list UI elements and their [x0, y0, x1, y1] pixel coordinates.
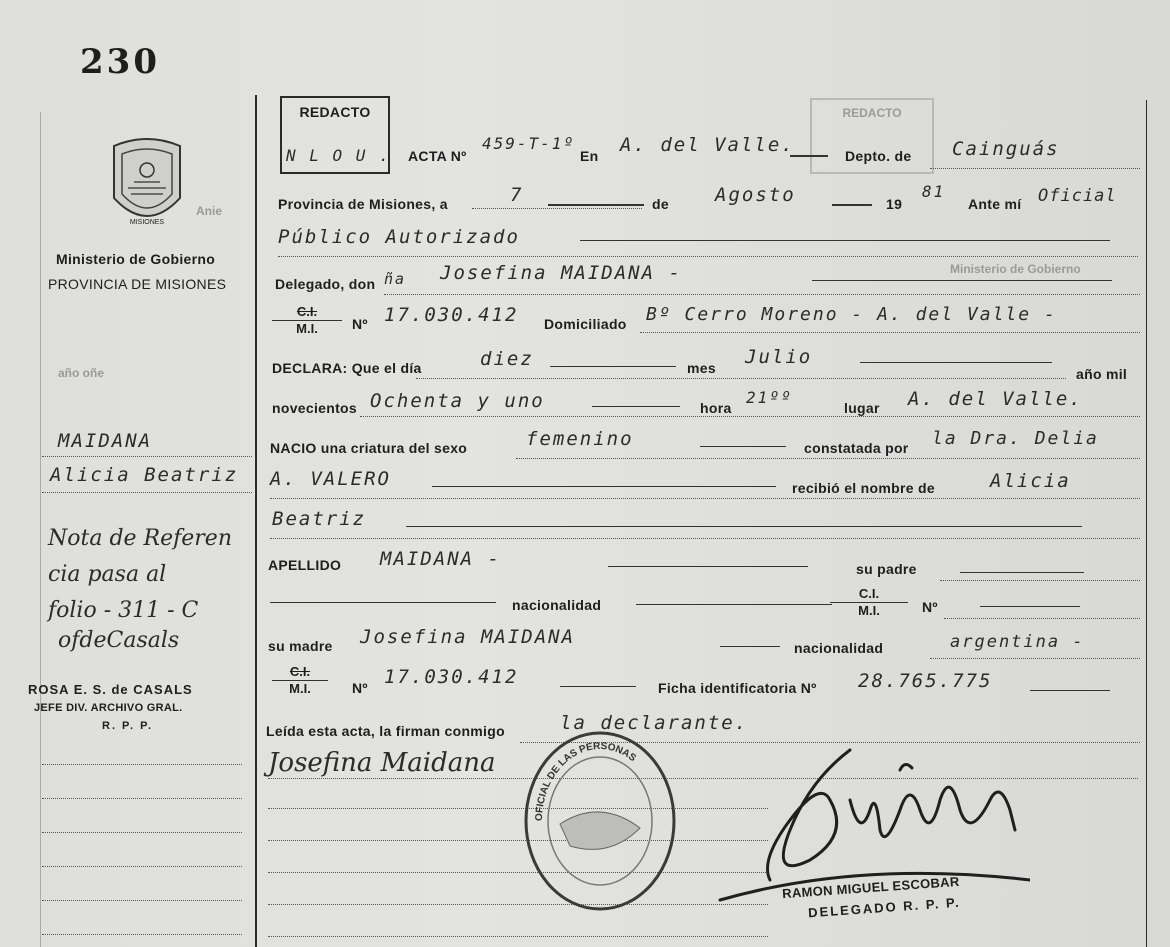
- margin-nota-line2: cia pasa al: [48, 562, 167, 587]
- dotted-line: [42, 492, 252, 493]
- dotted-line: [42, 798, 242, 799]
- label-nro-padre: Nº: [922, 599, 938, 615]
- fill-line: [636, 604, 832, 605]
- label-lugar: lugar: [844, 400, 880, 416]
- dotted-line: [42, 934, 242, 935]
- label-nacionalidad-padre: nacionalidad: [512, 597, 602, 613]
- label-hora: hora: [700, 400, 732, 416]
- label-ficha: Ficha identificatoria Nº: [658, 680, 817, 696]
- label-ante: Ante mí: [968, 196, 1022, 212]
- ci-mi-label: [272, 304, 342, 336]
- margin-nombre: Alicia Beatriz: [50, 464, 239, 486]
- redacto-label: REDACTO: [299, 104, 371, 120]
- dotted-line: [278, 256, 1138, 257]
- label-nacionalidad-madre: nacionalidad: [794, 640, 884, 656]
- fill-line: [790, 155, 828, 157]
- margin-nota-line1: Nota de Referen: [48, 526, 232, 551]
- dotted-line: [360, 416, 1140, 417]
- fill-line: [812, 280, 1112, 281]
- dotted-line: [42, 832, 242, 833]
- nacimiento-lugar: A. del Valle.: [908, 388, 1083, 410]
- label-acta: ACTA Nº: [408, 148, 467, 164]
- province-title: PROVINCIA DE MISIONES: [48, 276, 227, 292]
- ministry-title: Ministerio de Gobierno: [56, 251, 216, 267]
- fill-line: [608, 566, 808, 567]
- ghost-text-ministerio: Ministerio de Gobierno: [950, 262, 1081, 276]
- acta-place: A. del Valle.: [620, 134, 795, 156]
- dotted-line: [944, 618, 1140, 619]
- label-ano-mil: año mil: [1076, 366, 1128, 382]
- label-su-padre: su padre: [856, 561, 917, 577]
- fill-line: [560, 686, 636, 687]
- official-title: DELEGADO R. P. P.: [807, 894, 962, 921]
- nacimiento-mes: Julio: [745, 346, 813, 368]
- right-border: [1146, 100, 1147, 947]
- label-constatada: constatada por: [804, 440, 909, 456]
- fill-line: [548, 204, 644, 206]
- fill-line: [832, 204, 872, 206]
- label-declara: DECLARA: Que el día: [272, 360, 422, 376]
- label-nro: Nº: [352, 316, 368, 332]
- left-margin-rule: [40, 112, 41, 947]
- dotted-line: [42, 456, 252, 457]
- dotted-line: [42, 866, 242, 867]
- official-round-stamp: [520, 728, 680, 914]
- madre-nacionalidad: argentina -: [950, 632, 1085, 652]
- madre-ci: 17.030.412: [384, 666, 519, 688]
- dotted-line: [270, 498, 1140, 499]
- mi-label: M.I.: [289, 681, 311, 696]
- label-apellido: APELLIDO: [268, 557, 342, 573]
- official-name: RAMON MIGUEL ESCOBAR: [781, 873, 960, 902]
- ci-label: C.I.: [272, 664, 328, 681]
- nacimiento-dia: diez: [480, 348, 534, 370]
- redacto-stamp-box: [280, 96, 390, 174]
- dotted-line: [940, 580, 1140, 581]
- ante-mi-value: Oficial: [1038, 186, 1117, 206]
- margin-rosa-stamp: ROSA E. S. de CASALS: [28, 682, 193, 697]
- dotted-line: [268, 936, 768, 937]
- label-novecientos: novecientos: [272, 400, 357, 416]
- nacimiento-hora: 21ºº: [746, 388, 793, 407]
- label-year-prefix: 19: [886, 196, 903, 212]
- fill-line: [720, 646, 780, 647]
- fill-line: [432, 486, 776, 487]
- fecha-year: 81: [922, 182, 946, 201]
- acta-number: 459-T-1º: [482, 134, 576, 153]
- delegado-prefix: ña: [384, 270, 407, 288]
- label-leida: Leída esta acta, la firman conmigo: [266, 723, 505, 739]
- fill-line: [700, 446, 786, 447]
- svg-text:MISIONES: MISIONES: [129, 219, 165, 226]
- fecha-mes: Agosto: [715, 184, 796, 206]
- ci-label: C.I.: [830, 586, 908, 603]
- firman-value: la declarante.: [560, 712, 749, 734]
- fill-line: [860, 362, 1052, 363]
- fecha-dia: 7: [510, 184, 524, 206]
- fill-line: [980, 606, 1080, 607]
- fill-line: [270, 602, 496, 603]
- dotted-line: [416, 378, 1066, 379]
- depto-value: Cainguás: [952, 138, 1060, 160]
- ante-mi-continuation: Público Autorizado: [278, 226, 520, 248]
- margin-divider: [255, 95, 257, 947]
- faded-redacto-label: REDACTO: [842, 106, 902, 120]
- label-domiciliado: Domiciliado: [544, 316, 627, 332]
- delegado-name: Josefina MAIDANA -: [440, 262, 682, 284]
- constatada-value: la Dra. Delia: [932, 428, 1099, 449]
- fill-line: [1030, 690, 1110, 691]
- dotted-line: [384, 294, 1140, 295]
- ghost-text-anie: Anie: [196, 204, 223, 218]
- label-provincia: Provincia de Misiones, a: [278, 196, 448, 212]
- madre-ci-mi-label: [272, 664, 328, 696]
- label-en: En: [580, 148, 599, 164]
- madre-name: Josefina MAIDANA: [360, 626, 576, 648]
- constatada-continuation: A. VALERO: [270, 468, 391, 490]
- misiones-coat-of-arms: [106, 138, 188, 232]
- nacimiento-ano: Ochenta y uno: [370, 390, 545, 412]
- sexo-value: femenino: [526, 428, 634, 450]
- dotted-line: [516, 458, 1140, 459]
- margin-apellido: MAIDANA: [58, 430, 153, 452]
- margin-nota-line3: folio - 311 - C: [48, 598, 199, 623]
- label-recibio: recibió el nombre de: [792, 480, 935, 496]
- declarante-signature: Josefina Maidana: [268, 748, 496, 778]
- dotted-line: [472, 208, 642, 209]
- margin-rpp-stamp: R. P. P.: [102, 720, 154, 732]
- ghost-text-ano: año oñe: [58, 366, 105, 380]
- ci-label: C.I.: [272, 304, 342, 321]
- ficha-value: 28.765.775: [858, 670, 993, 692]
- fill-line: [406, 526, 1082, 527]
- padre-ci-mi-label: [830, 586, 908, 618]
- dotted-line: [270, 538, 1140, 539]
- fill-line: [580, 240, 1110, 241]
- dotted-line: [930, 658, 1140, 659]
- dotted-line: [42, 764, 242, 765]
- dotted-line: [268, 840, 768, 841]
- margin-jefe-stamp: JEFE DIV. ARCHIVO GRAL.: [34, 702, 183, 714]
- folio-number: 230: [80, 42, 160, 82]
- stamp-arc-text: OFICIAL DE LAS PERSONAS: [533, 740, 638, 822]
- label-nacio: NACIO una criatura del sexo: [270, 440, 468, 456]
- label-delegado: Delegado, don: [275, 276, 376, 292]
- nombre-continuation: Beatriz: [272, 508, 367, 530]
- label-de: de: [652, 196, 669, 212]
- fill-line: [592, 406, 680, 407]
- delegado-ci: 17.030.412: [384, 304, 519, 326]
- nombre-value: Alicia: [990, 470, 1071, 492]
- dotted-line: [268, 904, 768, 905]
- fill-line: [550, 366, 676, 367]
- domicilio-value: Bº Cerro Moreno - A. del Valle -: [646, 304, 1057, 325]
- mi-label: M.I.: [858, 603, 880, 618]
- dotted-line: [42, 900, 242, 901]
- margin-nota-signature: ofdeCasals: [58, 628, 180, 653]
- redacto-value: N L O U .: [286, 146, 391, 165]
- label-mes: mes: [687, 360, 716, 376]
- label-su-madre: su madre: [268, 638, 333, 654]
- apellido-value: MAIDANA -: [380, 548, 501, 570]
- label-depto: Depto. de: [845, 148, 912, 164]
- dotted-line: [268, 872, 768, 873]
- dotted-line: [268, 808, 768, 809]
- mi-label: M.I.: [296, 321, 318, 336]
- fill-line: [960, 572, 1084, 573]
- dotted-line: [930, 168, 1140, 169]
- label-nro-madre: Nº: [352, 680, 368, 696]
- dotted-line: [640, 332, 1140, 333]
